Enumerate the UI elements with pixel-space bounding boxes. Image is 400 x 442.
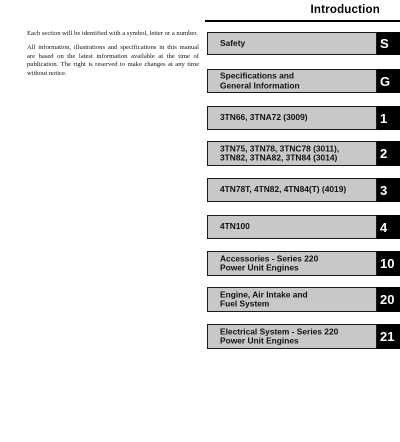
section-tab[interactable]: 3 (377, 178, 400, 202)
toc-label: Safety (220, 37, 246, 48)
toc-label: Engine, Air Intake and Fuel System (220, 288, 308, 309)
toc-label: 3TN66, 3TNA72 (3009) (220, 112, 308, 123)
intro-paragraph: Each section will be identified with a symbol, letter or a number. (27, 30, 198, 37)
section-tab[interactable]: 4 (377, 215, 400, 239)
section-tab[interactable]: S (377, 32, 400, 55)
intro-paragraph: All information, illustrations and specifications in this manual are based on the latest information available at the time of publication. The right is reserved to make changes at any time without notice. (27, 44, 199, 77)
page-title: Introduction (310, 4, 380, 16)
section-tab[interactable]: G (377, 69, 400, 93)
toc-label: 4TN100 (220, 221, 250, 232)
header-rule (205, 20, 400, 22)
toc-label: Electrical System - Series 220 Power Unit Engines (220, 325, 339, 346)
toc-label: Specifications and General Information (220, 70, 300, 90)
section-tab[interactable]: 20 (377, 287, 400, 312)
toc-label: 4TN78T, 4TN82, 4TN84(T) (4019) (220, 184, 347, 195)
section-tab[interactable]: 2 (377, 141, 400, 166)
section-tab[interactable]: 10 (377, 251, 400, 276)
toc-label: Accessories - Series 220 Power Unit Engines (220, 252, 319, 273)
toc-label: 3TN75, 3TN78, 3TNC78 (3011), 3TN82, 3TNA82, 3TN84 (3014) (220, 142, 340, 163)
intro-text (27, 30, 199, 84)
section-tab[interactable]: 1 (377, 106, 400, 130)
section-tab[interactable]: 21 (377, 324, 400, 349)
